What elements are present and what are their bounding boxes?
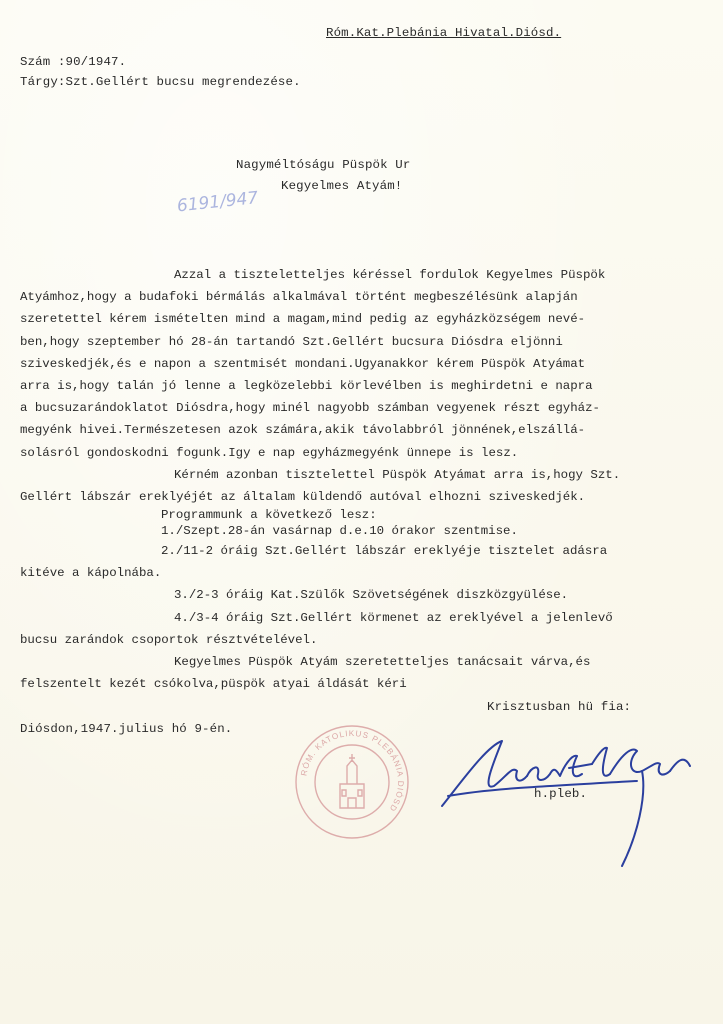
body-line: Kegyelmes Püspök Atyám szeretetteljes tanácsait várva,és xyxy=(174,655,591,669)
body-line: Gellért lábszár ereklyéjét az általam küldendő autóval elhozni sziveskedjék. xyxy=(20,489,586,504)
body-line: sziveskedjék,és e napon a szentmisét mondani.Ugyanakkor kérem Püspök Atyámat xyxy=(20,356,586,371)
letterhead-office: Róm.Kat.Plebánia Hivatal.Diósd. xyxy=(326,26,562,40)
svg-text:RÓM. KATOLIKUS PLEBÁNIA DIÓSD xyxy=(299,729,405,813)
program-item-cont: bucsu zarándok csoportok résztvételével. xyxy=(20,632,318,647)
archive-note-text: 6191/947 xyxy=(176,188,260,217)
sign-off: Krisztusban hü fia: xyxy=(487,700,632,714)
program-item: 4./3-4 óráig Szt.Gellért körmenet az ereklyével a jelenlevő xyxy=(174,610,613,625)
letter-date: Diósdon,1947.julius hó 9-én. xyxy=(20,722,233,736)
archive-note-handwritten xyxy=(175,183,265,223)
body-line: megyénk hivei.Természetesen azok számára,akik távolabbról jönnének,elszállá- xyxy=(20,423,586,438)
signer-title: h.pleb. xyxy=(534,787,588,801)
body-line: felszentelt kezét csókolva,püspök atyai áldását kéri xyxy=(20,677,407,692)
body-line: Atyámhoz,hogy a budafoki bérmálás alkalmával történt megbeszélésünk alapján xyxy=(20,290,578,305)
program-item: 3./2-3 óráig Kat.Szülők Szövetségének diszközgyülése. xyxy=(174,588,569,603)
letter-body xyxy=(20,264,720,695)
body-line: szeretettel kérem ismételten mind a magam,mind pedig az egyházközségem nevé- xyxy=(20,312,586,327)
program-item-cont: kitéve a kápolnába. xyxy=(20,566,162,581)
salutation-line-1: Nagyméltóságu Püspök Ur xyxy=(236,158,411,172)
reference-subject: Tárgy:Szt.Gellért bucsu megrendezése. xyxy=(20,75,301,89)
body-line: a bucsuzarándoklatot Diósdra,hogy minél nagyobb számban vegyenek részt egyház- xyxy=(20,401,600,416)
salutation-line-2: Kegyelmes Atyám! xyxy=(281,179,403,193)
body-line: solásról gondoskodni fogunk.Igy e nap egyházmegyénk ünnepe is lesz. xyxy=(20,445,519,460)
parish-seal-stamp xyxy=(292,722,412,842)
seal-text: RÓM. KATOLIKUS PLEBÁNIA DIÓSD xyxy=(299,728,406,814)
handwritten-signature xyxy=(432,726,702,876)
program-item: 2./11-2 óráig Szt.Gellért lábszár ereklyéje tisztelet adásra xyxy=(161,544,608,559)
body-line: Kérném azonban tisztelettel Püspök Atyámat arra is,hogy Szt. xyxy=(174,467,621,482)
body-line: Azzal a tiszteletteljes kéréssel fordulok Kegyelmes Püspök xyxy=(174,268,606,282)
reference-number: Szám :90/1947. xyxy=(20,55,127,69)
program-heading: Programmunk a következő lesz: xyxy=(161,508,377,523)
body-line: ben,hogy szeptember hó 28-án tartandó Szt.Gellért bucsura Diósdra eljönni xyxy=(20,334,563,349)
body-line: arra is,hogy talán jó lenne a legközelebbi körlevélben is meghirdetni e napra xyxy=(20,378,593,393)
program-item: 1./Szept.28-án vasárnap d.e.10 órakor szentmise. xyxy=(161,524,518,539)
